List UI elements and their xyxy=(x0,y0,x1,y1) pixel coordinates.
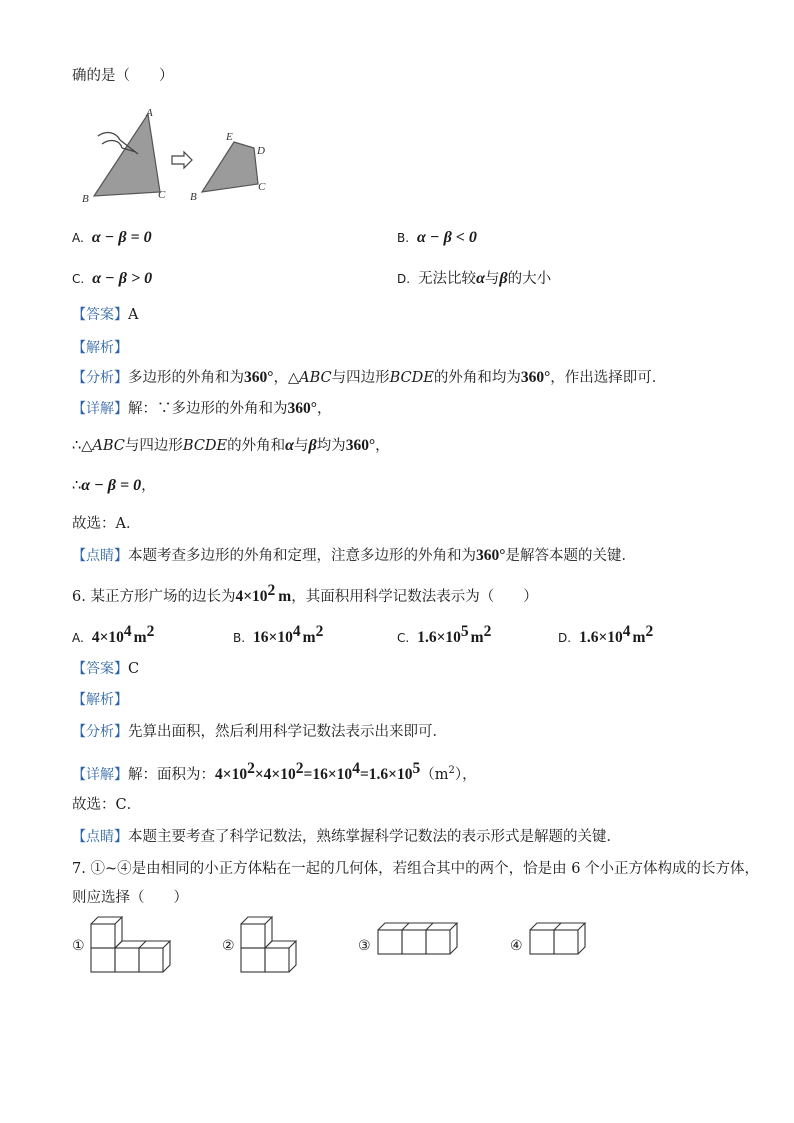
q7-figure-1 xyxy=(72,914,182,982)
label-C: C xyxy=(158,189,166,201)
q6-option-c: C. $1.6\times 10^5$ $m^2$ xyxy=(397,623,492,646)
arrow-right-icon xyxy=(172,152,192,168)
label-B2: B xyxy=(190,191,197,203)
label-2: ② xyxy=(222,938,235,954)
q5-figure xyxy=(76,104,286,204)
label-E: E xyxy=(226,131,233,143)
q5-fenxi: 【分析】多边形的外角和为360°，△ABC与四边形BCDE的外角和均为360°，作出选择即可． xyxy=(72,369,667,386)
label-4: ④ xyxy=(510,938,523,954)
q6-option-a: A. $4\times 10^4$ $m^2$ xyxy=(72,623,155,646)
q6-option-b: B. $16\times 10^4$ $m^2$ xyxy=(233,623,324,646)
label-B: B xyxy=(82,193,89,204)
q6-stem: 6. 某正方形广场的边长为$4\times 10^2$ m，其面积用科学记数法表示为（ ） xyxy=(72,582,538,605)
q5-xiangjie-3: ∴α − β = 0， xyxy=(72,477,156,494)
q5-answer: 【答案】A xyxy=(72,307,139,323)
q6-dianjing: 【点睛】本题主要考查了科学记数法，熟练掌握科学记数法的表示形式是解题的关键． xyxy=(72,829,621,845)
q5-option-a: A. α − β = 0 xyxy=(72,229,152,246)
quadrilateral-bcde xyxy=(202,142,258,192)
q6-analysis-tag: 【解析】 xyxy=(72,692,128,708)
q7-figure-4 xyxy=(510,920,600,968)
q6-answer: 【答案】C xyxy=(72,661,140,677)
q5-dianjing: 【点睛】本题考查多边形的外角和定理，注意多边形的外角和为360°是解答本题的关键． xyxy=(72,547,636,564)
q6-fenxi: 【分析】先算出面积，然后利用科学记数法表示出来即可． xyxy=(72,724,447,740)
q7-figure-3 xyxy=(358,920,468,968)
q6-choose: 故选：C． xyxy=(72,797,142,813)
label-1: ① xyxy=(72,938,85,954)
q5-option-b: B. α − β < 0 xyxy=(397,229,477,246)
q7-figure-2 xyxy=(222,914,312,982)
triangle-abc xyxy=(94,114,160,196)
q6-xiangjie: 【详解】解：面积为：$4\times 10^2\times 4\times 10^2=16\times 10^4=1.6\times 10^5(m^2)$， xyxy=(72,760,477,783)
label-C2: C xyxy=(258,181,266,193)
q5-xiangjie-1: 【详解】解：∵多边形的外角和为360°， xyxy=(72,400,332,417)
q5-option-d: D. 无法比较α与β的大小 xyxy=(397,270,552,287)
q7-stem-line2: 则应选择（ ） xyxy=(72,890,188,906)
label-D: D xyxy=(257,145,265,157)
label-A: A xyxy=(146,107,153,119)
q6-option-d: D. $1.6\times 10^4$ $m^2$ xyxy=(558,623,654,646)
q5-stem-tail: 确的是（ ） xyxy=(72,68,174,84)
q5-xiangjie-2: ∴△ABC与四边形BCDE的外角和α与β均为360°， xyxy=(72,437,390,454)
q5-choose: 故选：A． xyxy=(72,516,141,532)
q5-analysis-tag: 【解析】 xyxy=(72,340,128,356)
q5-option-c: C. α − β > 0 xyxy=(72,270,153,287)
q7-stem-line1: 7. ①~④是由相同的小正方体粘在一起的几何体，若组合其中的两个，恰是由 6 个小正方体构成的长方体， xyxy=(72,861,760,877)
label-3: ③ xyxy=(358,938,371,954)
